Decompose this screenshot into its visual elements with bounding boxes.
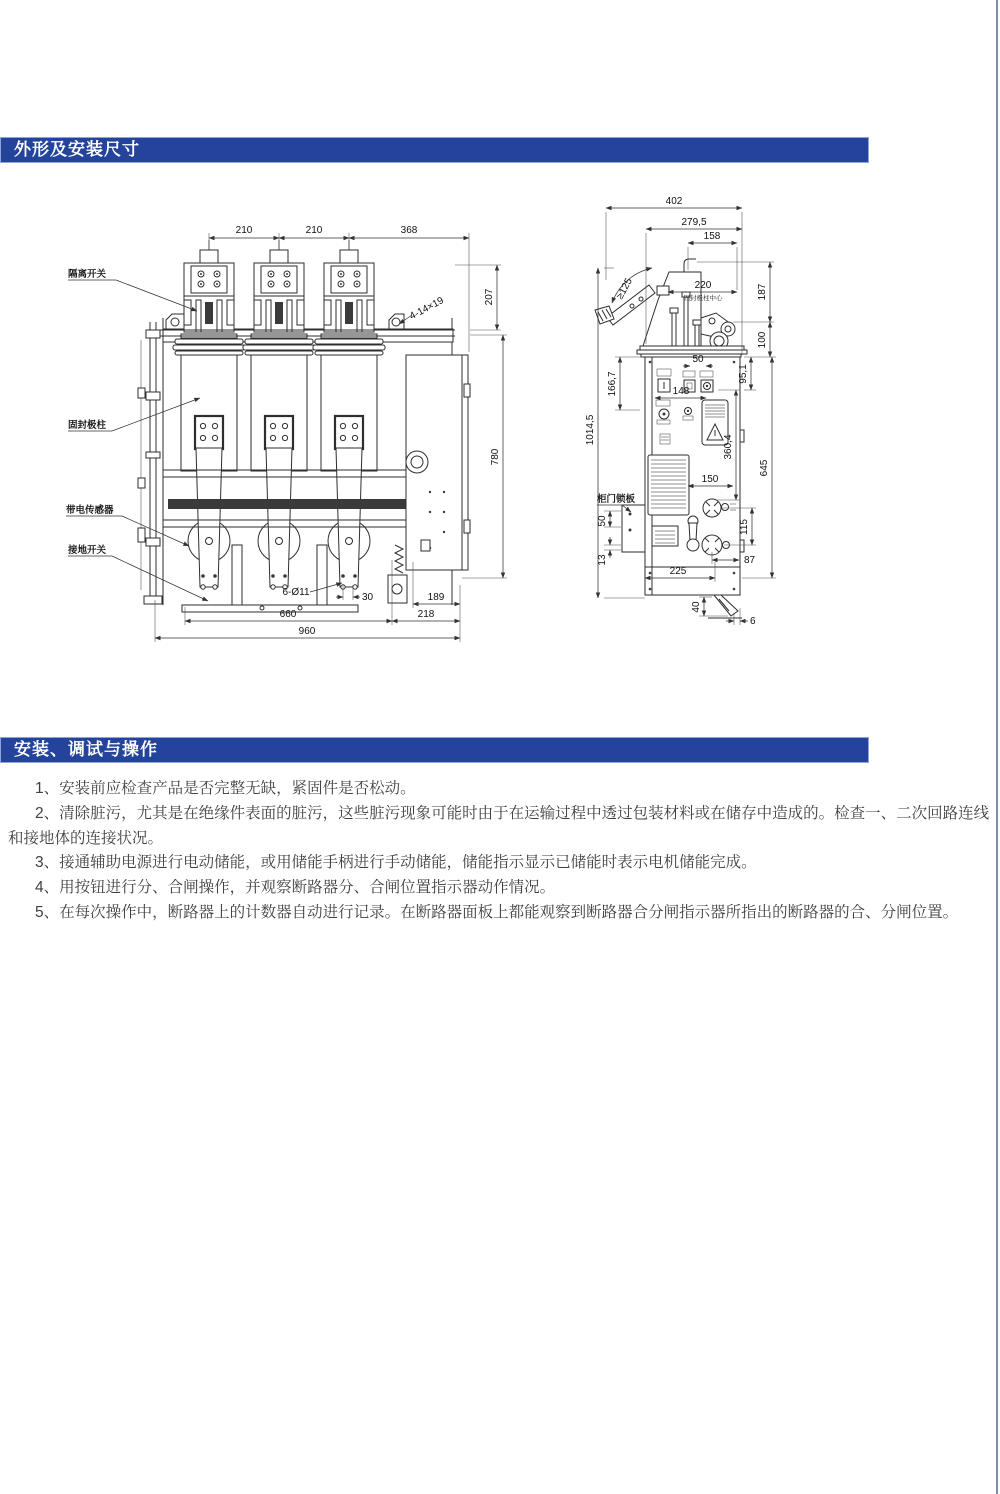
front-view-drawing <box>66 225 507 642</box>
dim-187: 187 <box>757 283 768 301</box>
dim-6: 6 <box>750 616 756 627</box>
instruction-list <box>8 777 994 926</box>
mechanism-side-panel <box>406 355 470 570</box>
callout-live-sensor: 带电传感器 <box>66 505 114 516</box>
dim-50-top: 50 <box>692 354 704 365</box>
dim-pitch1: 210 <box>235 225 253 236</box>
dim-base-holes: 6-Ø11 <box>282 587 310 598</box>
callout-isolation-switch: 隔离开关 <box>68 269 107 280</box>
dim-960: 960 <box>298 626 316 637</box>
dim-115: 115 <box>739 519 750 535</box>
side-top-assembly <box>595 259 747 357</box>
dim-13: 13 <box>597 554 608 566</box>
dim-189: 189 <box>427 592 445 603</box>
section-header-install <box>0 737 869 763</box>
dim-95-1: 95,1 <box>738 364 749 384</box>
section-header-outline <box>0 137 869 163</box>
dim-frame-holes: 4-14×19 <box>407 295 446 323</box>
page-right-border <box>996 0 998 1494</box>
instruction-step: 1、安装前应检查产品是否完整无缺，紧固件是否松动。 <box>35 780 416 797</box>
section-title-outline: 外形及安装尺寸 <box>14 140 140 159</box>
instruction-step: 2、清除脏污，尤其是在绝缘件表面的脏污，这些脏污现象可能时由于在运输过程中透过包装材料或在储存中造成的。检查一、二次回路连线和接地体的连接状况。 <box>8 804 990 847</box>
dim-220: 220 <box>694 280 712 291</box>
dim-360-4: 360,4 <box>723 434 734 460</box>
section-title-install: 安装、调试与操作 <box>14 740 158 759</box>
dim-40: 40 <box>691 601 702 613</box>
dim-218: 218 <box>417 609 435 620</box>
label-pole-center: 固封极柱中心 <box>683 295 723 302</box>
dim-279-5: 279,5 <box>681 217 707 228</box>
instruction-step: 3、接通辅助电源进行电动储能，或用储能手柄进行手动储能，储能指示显示已储能时表示电机储能完成。 <box>35 854 757 872</box>
dim-660: 660 <box>279 609 297 620</box>
callout-sealed-pole: 固封极柱 <box>68 420 107 431</box>
dim-50-left: 50 <box>597 515 608 527</box>
dim-645: 645 <box>759 459 770 477</box>
dim-158: 158 <box>703 231 721 242</box>
dim-225: 225 <box>669 566 687 577</box>
dim-100: 100 <box>757 331 768 349</box>
dim-30: 30 <box>362 592 374 603</box>
technical-drawings <box>0 180 1000 680</box>
dim-pitch2: 210 <box>305 225 323 236</box>
dim-148: 148 <box>672 386 690 397</box>
dim-top-height: 207 <box>484 288 495 306</box>
dim-1014-5: 1014,5 <box>585 414 596 446</box>
side-view-drawing <box>585 196 776 627</box>
instruction-step: 5、在每次操作中，断路器上的计数器自动进行记录。在断路器面板上都能观察到断路器合分闸指示器所指出的断路器的合、分闸位置。 <box>35 903 959 921</box>
dim-to-edge: 368 <box>400 225 418 236</box>
callout-earth-switch: 接地开关 <box>68 545 107 556</box>
dim-87: 87 <box>744 555 756 566</box>
dim-166-7: 166,7 <box>607 371 618 397</box>
interlock-rod <box>138 322 162 604</box>
dim-402: 402 <box>665 196 683 207</box>
dim-body-height: 780 <box>490 448 501 466</box>
dim-angle: ≥125 <box>614 276 635 302</box>
instruction-step: 4、用按钮进行分、合闸操作，并观察断路器分、合闸位置指示器动作情况。 <box>35 879 556 897</box>
dim-150: 150 <box>701 474 719 485</box>
callout-door-lock: 柜门锁板 <box>597 494 636 505</box>
